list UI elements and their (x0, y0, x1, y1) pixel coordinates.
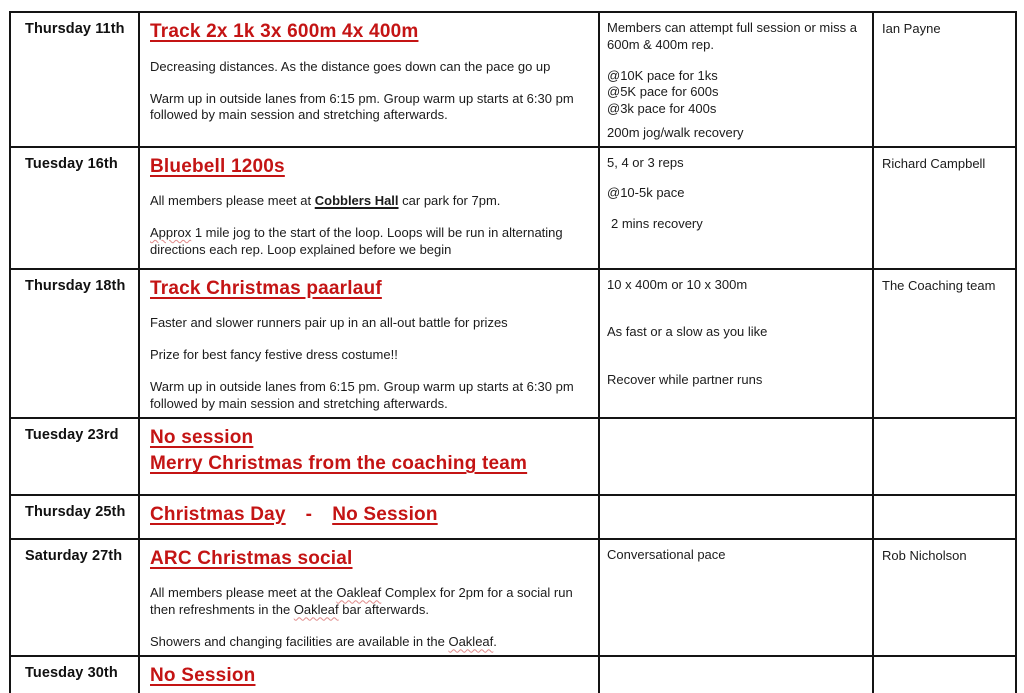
session-paragraph (150, 193, 590, 210)
session-title (150, 277, 590, 302)
spellcheck-word: Oakleaf (336, 585, 382, 601)
session-paragraph (150, 585, 590, 619)
details-paragraph: As fast or a slow as you like (607, 324, 768, 340)
session-title (150, 155, 590, 180)
details-paragraph: Conversational pace (607, 546, 726, 562)
table-row (10, 147, 1016, 269)
details-paragraph: 10 x 400m or 10 x 300m (607, 276, 748, 292)
details-paragraph: Members can attempt full session or miss a 600m & 400m rep. (607, 20, 857, 52)
coach-cell (873, 147, 1016, 269)
date-cell (10, 147, 139, 269)
date-label: Tuesday 23rd (25, 426, 119, 443)
details-paragraph: 5, 4 or 3 reps (607, 154, 684, 170)
date-cell (10, 495, 139, 539)
session-paragraph: Warm up in outside lanes from 6:15 pm. Group warm up starts at 6:30 pm followed by main session and stretching afterwards. (150, 90, 574, 123)
coach-cell (873, 418, 1016, 495)
coach-cell (873, 269, 1016, 418)
session-title-text: ARC Christmas social (150, 547, 353, 569)
coach-cell (873, 656, 1016, 693)
session-paragraph: Prize for best fancy festive dress costume!! (150, 347, 398, 363)
table-row (10, 418, 1016, 495)
table-row (10, 656, 1016, 693)
details-cell (599, 539, 873, 656)
details-paragraph: Recover while partner runs (607, 372, 763, 388)
session-title-text: Track 2x 1k 3x 600m 4x 400m (150, 21, 419, 42)
coach-cell (873, 495, 1016, 539)
pace-line: @5K pace for 600s (607, 84, 719, 100)
coach-name: Rob Nicholson (882, 547, 967, 563)
session-title (150, 452, 590, 477)
session-paragraph: Faster and slower runners pair up in an all-out battle for prizes (150, 315, 508, 331)
meet-text-suffix: car park for 7pm. (398, 193, 501, 209)
session-cell (139, 539, 599, 656)
details-paragraph: @10-5k pace (607, 185, 685, 201)
title-separator-dash: - (305, 503, 313, 525)
details-cell (599, 495, 873, 539)
session-paragraph (150, 634, 590, 651)
details-cell (599, 418, 873, 495)
session-paragraph: Decreasing distances. As the distance goes down can the pace go up (150, 58, 551, 74)
coach-cell (873, 539, 1016, 656)
social-text: bar afterwards. (338, 602, 429, 618)
meet-text-prefix: All members please meet at (150, 193, 315, 209)
session-cell (139, 147, 599, 269)
date-cell (10, 12, 139, 147)
table-row (10, 12, 1016, 147)
jog-text: 1 mile jog to the start of the loop. Loops will be run in alternating directions each rep. Loop explained before we begin (150, 225, 563, 258)
session-title-text: Bluebell 1200s (150, 155, 285, 177)
session-paragraph (150, 225, 590, 259)
session-cell (139, 418, 599, 495)
session-title-text: Merry Christmas from the coaching team (150, 453, 528, 475)
spellcheck-word: Oakleaf (448, 634, 494, 650)
date-cell (10, 418, 139, 495)
session-title-text: Track Christmas paarlauf (150, 277, 382, 299)
date-label: Saturday 27th (25, 547, 123, 564)
details-paragraph: 2 mins recovery (611, 216, 703, 232)
session-title-part: No Session (332, 503, 438, 525)
social-text: Complex for 2pm for a social run then refreshments in the (150, 585, 573, 618)
spellcheck-word: Oakleaf (293, 602, 339, 618)
date-label: Thursday 18th (25, 277, 126, 294)
table-row (10, 269, 1016, 418)
table-row (10, 495, 1016, 539)
details-cell (599, 656, 873, 693)
table-row (10, 539, 1016, 656)
session-cell (139, 656, 599, 693)
coach-name: The Coaching team (882, 277, 996, 293)
session-paragraph: Warm up in outside lanes from 6:15 pm. Group warm up starts at 6:30 pm followed by main session and stretching afterwards. (150, 379, 574, 411)
coach-cell (873, 12, 1016, 147)
session-title (150, 426, 590, 451)
social-text: All members please meet at the (150, 585, 337, 601)
facilities-text: Showers and changing facilities are available in the (150, 634, 449, 650)
session-title-text: No session (150, 426, 254, 448)
details-cell (599, 12, 873, 147)
session-cell (139, 269, 599, 418)
session-title (150, 664, 590, 689)
date-label: Tuesday 30th (25, 665, 118, 682)
details-cell (599, 269, 873, 418)
session-cell (139, 495, 599, 539)
pace-line: @10K pace for 1ks (607, 67, 718, 83)
date-cell (10, 269, 139, 418)
coach-name: Richard Campbell (882, 155, 986, 171)
date-label: Tuesday 16th (25, 155, 118, 172)
coach-name: Ian Payne (882, 21, 941, 36)
facilities-text: . (493, 634, 497, 650)
session-title (150, 503, 590, 528)
spellcheck-word: Approx (150, 225, 192, 241)
date-cell (10, 656, 139, 693)
session-cell (139, 12, 599, 147)
session-title-part: Christmas Day (150, 503, 286, 525)
session-title (150, 547, 590, 572)
session-title (150, 20, 590, 45)
meet-location-bold: Cobblers Hall (314, 193, 399, 209)
training-schedule-table (9, 11, 1017, 693)
details-cell (599, 147, 873, 269)
date-cell (10, 539, 139, 656)
details-paragraph: 200m jog/walk recovery (607, 124, 744, 140)
pace-line: @3k pace for 400s (607, 101, 717, 117)
session-title-text: No Session (150, 665, 256, 687)
date-label: Thursday 25th (25, 503, 126, 520)
pace-list (607, 68, 866, 118)
date-label: Thursday 11th (25, 21, 125, 37)
